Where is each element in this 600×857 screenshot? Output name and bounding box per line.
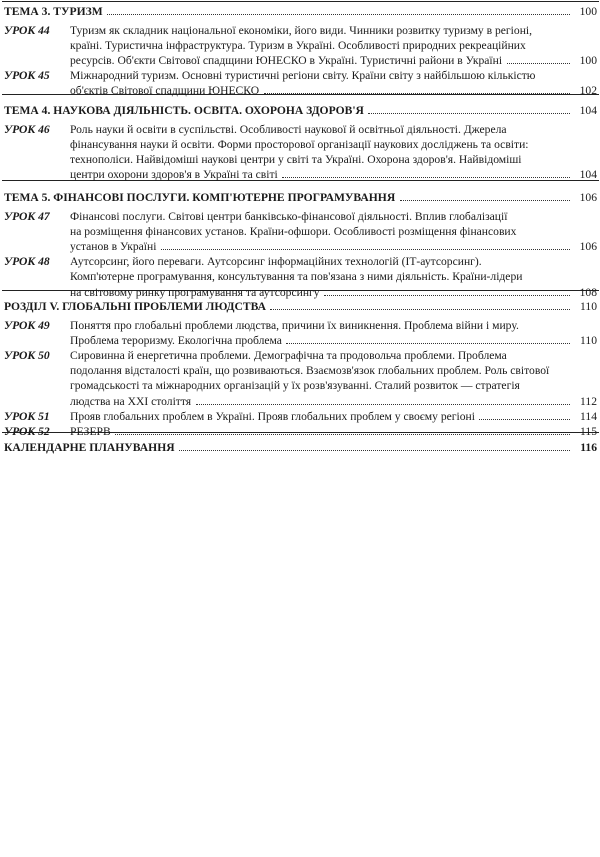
dot-leader (179, 450, 570, 451)
lesson-label: УРОК 49 (4, 318, 50, 332)
lesson-title-line: установ в Україні (70, 239, 157, 253)
dot-leader (286, 343, 570, 344)
lesson-title-line: Міжнародний туризм. Основні туристичні регіони світу. Країни світу з найбільшою кількістю (70, 69, 536, 83)
lesson-entry-continuation (0, 394, 600, 409)
page-number: 110 (580, 333, 597, 347)
section-heading-row[interactable] (0, 103, 600, 118)
lesson-label: УРОК 45 (4, 69, 50, 83)
lesson-entry[interactable] (0, 254, 600, 269)
page-number: 100 (579, 53, 597, 67)
lesson-entry-continuation (0, 38, 600, 53)
lesson-title-line: Фінансові послуги. Світові центри банківсько-фінансової діяльності. Вплив глобалізації (70, 209, 508, 223)
lesson-label: УРОК 44 (4, 23, 50, 37)
page-number: 116 (580, 441, 597, 454)
lesson-title-line: Роль науки й освіти в суспільстві. Особливості наукової й освітньої діяльності. Джерела (70, 122, 507, 136)
dot-leader (507, 63, 570, 64)
lesson-title-line: Туризм як складник національної економіки, його види. Чинники розвитку туризму в регіоні, (70, 23, 533, 37)
lesson-entry[interactable] (0, 424, 600, 439)
dot-leader (107, 14, 570, 15)
section-heading: ТЕМА 5. ФІНАНСОВІ ПОСЛУГИ. КОМП'ЮТЕРНЕ ПРОГРАМУВАННЯ (4, 191, 396, 204)
page-number: 108 (579, 285, 597, 299)
lesson-entry-continuation (0, 83, 600, 98)
lesson-entry-continuation (0, 152, 600, 167)
lesson-label: УРОК 47 (4, 209, 50, 223)
lesson-entry[interactable] (0, 209, 600, 224)
lesson-title-line: фінансування науки й освіти. Форми просторової організації наукових досліджень та освіти: (70, 137, 529, 151)
lesson-entry-continuation (0, 285, 600, 300)
page-number: 112 (580, 394, 597, 408)
dot-leader (115, 434, 570, 435)
dot-leader (161, 249, 570, 250)
section-heading-row[interactable] (0, 299, 600, 314)
lesson-entry-continuation (0, 378, 600, 393)
lesson-entry[interactable] (0, 23, 600, 38)
dot-leader (196, 404, 570, 405)
lesson-title-line: ресурсів. Об'єкти Світової спадщини ЮНЕСКО в Україні. Туристичні райони в Україні (70, 53, 503, 67)
lesson-title-line: на світовому ринку програмування та аутсорсингу (70, 285, 320, 299)
lesson-label: УРОК 51 (4, 409, 50, 423)
page-number: 104 (579, 168, 597, 182)
lesson-title-line: Прояв глобальних проблем в Україні. Прояв глобальних проблем у своєму регіоні (70, 409, 475, 423)
divider (2, 1, 599, 2)
lesson-label: УРОК 50 (4, 348, 50, 362)
lesson-title-line: Комп'ютерне програмування, консультування та пов'язана з ними діяльність. Країни-лідери (70, 270, 523, 284)
lesson-entry-continuation (0, 269, 600, 284)
section-heading-row[interactable] (0, 4, 600, 19)
lesson-title-line: РЕЗЕРВ (70, 424, 111, 438)
dot-leader (282, 177, 570, 178)
lesson-entry-continuation (0, 167, 600, 182)
lesson-title-line: Проблема тероризму. Екологічна проблема (70, 333, 282, 347)
page-number: 104 (579, 104, 597, 117)
lesson-label: УРОК 52 (4, 424, 50, 438)
lesson-title-line: країні. Туристична інфраструктура. Туризм в Україні. Особливості природних рекреаційних (70, 38, 526, 52)
lesson-title-line: людства на XXI століття (70, 394, 192, 408)
page-number: 100 (579, 5, 597, 18)
dot-leader (270, 309, 570, 310)
dot-leader (264, 93, 570, 94)
lesson-title-line: на розміщення фінансових установ. Країни-офшори. Особливості розміщення фінансових (70, 224, 517, 238)
lesson-title-line: Поняття про глобальні проблеми людства, причини їх виникнення. Проблема війни і миру. (70, 318, 519, 332)
lesson-entry[interactable] (0, 68, 600, 83)
page-number: 114 (580, 409, 597, 423)
lesson-entry-continuation (0, 137, 600, 152)
page-number: 110 (580, 300, 597, 313)
lesson-title-line: подолання відсталості країн, що розвиваються. Взаємозв'язок глобальних проблем. Роль світової (70, 364, 550, 378)
section-heading: РОЗДІЛ V. ГЛОБАЛЬНІ ПРОБЛЕМИ ЛЮДСТВА (4, 300, 266, 313)
lesson-entry-continuation (0, 224, 600, 239)
dot-leader (324, 295, 570, 296)
lesson-label: УРОК 48 (4, 255, 50, 269)
lesson-title-line: громадськості та міжнародних організацій у їх розв'язуванні. Сталий розвиток — стратегія (70, 379, 520, 393)
lesson-label: УРОК 46 (4, 122, 50, 136)
lesson-entry-continuation (0, 53, 600, 68)
lesson-title-line: центри охорони здоров'я в Україні та світі (70, 168, 278, 182)
page-number: 102 (579, 84, 597, 98)
dot-leader (479, 419, 570, 420)
dot-leader (400, 200, 570, 201)
page-number: 106 (579, 191, 597, 204)
section-heading-row[interactable] (0, 440, 600, 455)
section-heading: ТЕМА 3. ТУРИЗМ (4, 5, 103, 18)
page-number: 106 (579, 239, 597, 253)
section-heading: КАЛЕНДАРНЕ ПЛАНУВАННЯ (4, 441, 175, 454)
lesson-title-line: Аутсорсинг, його переваги. Аутсорсинг інформаційних технологій (ІТ-аутсорсинг). (70, 255, 482, 269)
section-heading-row[interactable] (0, 190, 600, 205)
lesson-entry-continuation (0, 363, 600, 378)
section-heading: ТЕМА 4. НАУКОВА ДІЯЛЬНІСТЬ. ОСВІТА. ОХОРОНА ЗДОРОВ'Я (4, 104, 364, 117)
lesson-entry-continuation (0, 239, 600, 254)
lesson-entry-continuation (0, 333, 600, 348)
lesson-title-line: об'єктів Світової спадщини ЮНЕСКО (70, 84, 260, 98)
lesson-title-line: Сировинна й енергетична проблеми. Демографічна та продовольча проблеми. Проблема (70, 348, 507, 362)
dot-leader (368, 113, 570, 114)
lesson-entry[interactable] (0, 122, 600, 137)
lesson-entry[interactable] (0, 318, 600, 333)
lesson-entry[interactable] (0, 348, 600, 363)
lesson-title-line: технополіси. Найвідоміші наукові центри у світі та Україні. Охорона здоров'я. Найвідоміші (70, 152, 522, 166)
lesson-entry[interactable] (0, 409, 600, 424)
page-number: 115 (580, 424, 597, 438)
